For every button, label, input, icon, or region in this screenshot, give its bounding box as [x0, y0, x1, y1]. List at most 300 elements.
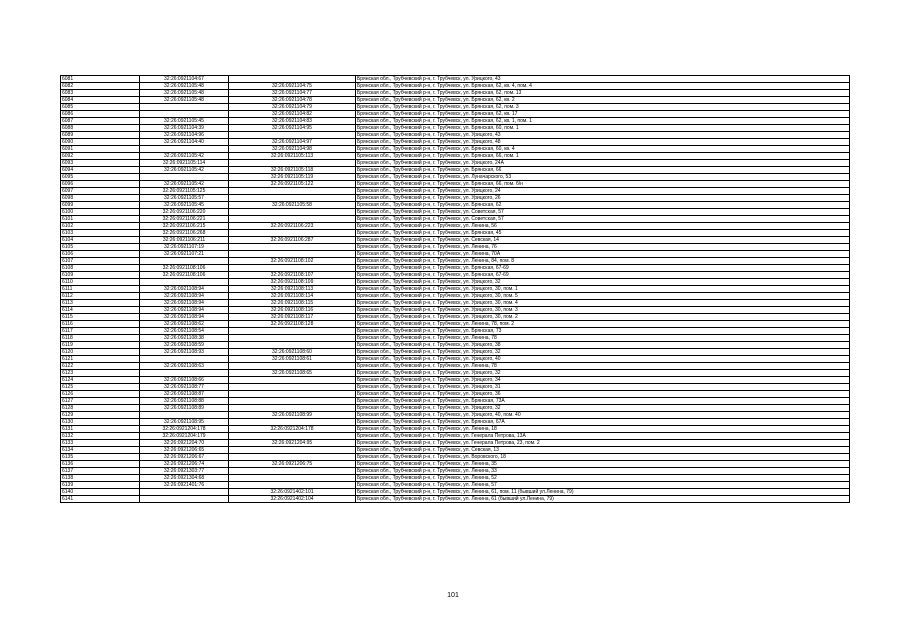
row-number-cell: 6107 [61, 258, 140, 265]
table-row [61, 482, 850, 489]
table-row [61, 461, 850, 468]
object-cadastral-number-cell: 32:26:0921108:114 [229, 293, 356, 300]
row-number-cell: 6111 [61, 286, 140, 293]
table-row [61, 146, 850, 153]
cadastral-number-cell [140, 489, 229, 496]
cadastral-number-cell: 32:26:0921108:66 [140, 377, 229, 384]
cadastral-number-cell [140, 258, 229, 265]
cadastral-number-cell: 32:26:0921108:87 [140, 391, 229, 398]
row-number-cell: 6103 [61, 230, 140, 237]
address-cell: Брянская обл., Трубчевский р-н, г. Трубчевск, ул. Брянская, 67А [356, 419, 850, 426]
cadastral-number-cell: 32:26:0921105:48 [140, 83, 229, 90]
table-row [61, 489, 850, 496]
object-cadastral-number-cell: 32:26:0921106:287 [229, 237, 356, 244]
table-row [61, 118, 850, 125]
cadastral-number-cell [140, 496, 229, 503]
object-cadastral-number-cell: 32:26:0921204:178 [229, 426, 356, 433]
row-number-cell: 6140 [61, 489, 140, 496]
row-number-cell: 6133 [61, 440, 140, 447]
table-row [61, 202, 850, 209]
object-cadastral-number-cell: 32:26:0921105:118 [229, 167, 356, 174]
cadastral-number-cell: 32:26:0921108:94 [140, 307, 229, 314]
row-number-cell: 6118 [61, 335, 140, 342]
address-cell: Брянская обл., Трубчевский р-н, г. Трубчевск, ул. Урицкого, 32 [356, 349, 850, 356]
row-number-cell: 6100 [61, 209, 140, 216]
table-row [61, 279, 850, 286]
table-row [61, 412, 850, 419]
table-row [61, 377, 850, 384]
address-cell: Брянская обл., Трубчевский р-н, г. Трубчевск, ул. Брянская, 73А [356, 398, 850, 405]
cadastral-number-cell: 32:26:0921105:48 [140, 90, 229, 97]
row-number-cell: 6141 [61, 496, 140, 503]
object-cadastral-number-cell: 32:26:0921108:115 [229, 300, 356, 307]
cadastral-number-cell: 32:26:0921105:114 [140, 160, 229, 167]
address-cell: Брянская обл., Трубчевский р-н, г. Трубчевск, ул. Брянская, 60, кв. 4 [356, 146, 850, 153]
row-number-cell: 6138 [61, 475, 140, 482]
object-cadastral-number-cell: 32:26:0921108:99 [229, 412, 356, 419]
table-row [61, 258, 850, 265]
address-cell: Брянская обл., Трубчевский р-н, г. Трубчевск, ул. Ленина, 84, пом. 8 [356, 258, 850, 265]
table-row [61, 370, 850, 377]
row-number-cell: 6120 [61, 349, 140, 356]
row-number-cell: 6109 [61, 272, 140, 279]
row-number-cell: 6110 [61, 279, 140, 286]
address-cell: Брянская обл., Трубчевский р-н, г. Трубчевск, ул. Урицкого, 48 [356, 139, 850, 146]
table-row [61, 433, 850, 440]
address-cell: Брянская обл., Трубчевский р-н, г. Трубчевск, ул. Урицкого, 31 [356, 384, 850, 391]
object-cadastral-number-cell: 32:26:0921104:79 [229, 104, 356, 111]
address-cell: Брянская обл., Трубчевский р-н, г. Трубчевск, ул. Луначарского, 53 [356, 174, 850, 181]
object-cadastral-number-cell [229, 342, 356, 349]
address-cell: Брянская обл., Трубчевский р-н, г. Трубчевск, ул. Ленина, 52 [356, 475, 850, 482]
object-cadastral-number-cell: 32:26:0921402:104 [229, 496, 356, 503]
object-cadastral-number-cell: 32:26:0921104:77 [229, 90, 356, 97]
object-cadastral-number-cell [229, 447, 356, 454]
row-number-cell: 6137 [61, 468, 140, 475]
address-cell: Брянская обл., Трубчевский р-н, г. Трубчевск, ул. Севская, 13 [356, 447, 850, 454]
object-cadastral-number-cell [229, 377, 356, 384]
table-row [61, 293, 850, 300]
row-number-cell: 6083 [61, 90, 140, 97]
table-row [61, 454, 850, 461]
table-row [61, 286, 850, 293]
table-row [61, 153, 850, 160]
cadastral-number-cell: 32:26:0921304:68 [140, 475, 229, 482]
cadastral-number-cell: 32:26:0921104:39 [140, 125, 229, 132]
address-cell: Брянская обл., Трубчевский р-н, г. Трубчевск, ул. Урицкого, 40 [356, 356, 850, 363]
row-number-cell: 6097 [61, 188, 140, 195]
address-cell: Брянская обл., Трубчевский р-н, г. Трубчевск, ул. Ленина, 56 [356, 223, 850, 230]
object-cadastral-number-cell: 32:26:0921106:223 [229, 223, 356, 230]
cadastral-number-cell: 32:26:0921204:179 [140, 433, 229, 440]
cadastral-number-cell: 32:26:0921105:42 [140, 167, 229, 174]
address-cell: Брянская обл., Трубчевский р-н, г. Трубчевск, ул. Брянская, 62, кв. 2 [356, 97, 850, 104]
table-row [61, 167, 850, 174]
table-row [61, 104, 850, 111]
object-cadastral-number-cell [229, 265, 356, 272]
cadastral-number-cell: 32:26:0921108:38 [140, 335, 229, 342]
row-number-cell: 6119 [61, 342, 140, 349]
row-number-cell: 6099 [61, 202, 140, 209]
row-number-cell: 6115 [61, 314, 140, 321]
registry-table [60, 75, 850, 503]
cadastral-number-cell: 32:26:0921108:54 [140, 328, 229, 335]
row-number-cell: 6091 [61, 146, 140, 153]
table-row [61, 419, 850, 426]
address-cell: Брянская обл., Трубчевский р-н, г. Трубчевск, ул. Ленина, 78, пом. 2 [356, 321, 850, 328]
table-row [61, 244, 850, 251]
table-row [61, 496, 850, 503]
row-number-cell: 6088 [61, 125, 140, 132]
address-cell: Брянская обл., Трубчевский р-н, г. Трубчевск, ул. Брянская, 62, кв. 17 [356, 111, 850, 118]
cadastral-number-cell: 32:26:0921108:94 [140, 300, 229, 307]
table-row [61, 90, 850, 97]
address-cell: Брянская обл., Трубчевский р-н, г. Трубчевск, ул. Урицкого, 36 [356, 391, 850, 398]
cadastral-number-cell: 32:26:0921105:48 [140, 97, 229, 104]
cadastral-number-cell [140, 412, 229, 419]
address-cell: Брянская обл., Трубчевский р-н, г. Трубчевск, ул. Ленина, 35 [356, 461, 850, 468]
table-row [61, 356, 850, 363]
table-row [61, 398, 850, 405]
table-row [61, 251, 850, 258]
address-cell: Брянская обл., Трубчевский р-н, г. Трубчевск, ул. Ленина, 57 [356, 482, 850, 489]
address-cell: Брянская обл., Трубчевский р-н, г. Трубчевск, ул. Ленина, 70А [356, 251, 850, 258]
address-cell: Брянская обл., Трубчевский р-н, г. Трубчевск, ул. Брянская, 66 [356, 167, 850, 174]
address-cell: Брянская обл., Трубчевский р-н, г. Трубчевск, ул. Ленина, 76 [356, 244, 850, 251]
object-cadastral-number-cell: 32:26:0921108:102 [229, 258, 356, 265]
row-number-cell: 6128 [61, 405, 140, 412]
address-cell: Брянская обл., Трубчевский р-н, г. Трубчевск, ул. Брянская, 66, пом. 1 [356, 153, 850, 160]
table-row [61, 83, 850, 90]
row-number-cell: 6132 [61, 433, 140, 440]
cadastral-number-cell: 32:26:0921107:21 [140, 251, 229, 258]
cadastral-number-cell: 32:26:0921108:63 [140, 363, 229, 370]
cadastral-number-cell: 32:26:0921108:94 [140, 314, 229, 321]
object-cadastral-number-cell: 32:26:0921108:107 [229, 272, 356, 279]
address-cell: Брянская обл., Трубчевский р-н, г. Трубчевск, ул. Советская, 57 [356, 216, 850, 223]
address-cell: Брянская обл., Трубчевский р-н, г. Трубчевск, ул. Брянская, 67-69 [356, 265, 850, 272]
cadastral-number-cell: 32:26:0921107:19 [140, 244, 229, 251]
object-cadastral-number-cell [229, 209, 356, 216]
object-cadastral-number-cell [229, 475, 356, 482]
object-cadastral-number-cell [229, 482, 356, 489]
row-number-cell: 6129 [61, 412, 140, 419]
address-cell: Брянская обл., Трубчевский р-н, г. Трубчевск, ул. Урицкого, 30, пом. 3 [356, 307, 850, 314]
object-cadastral-number-cell [229, 216, 356, 223]
object-cadastral-number-cell: 32:26:0921104:97 [229, 139, 356, 146]
table-row [61, 272, 850, 279]
object-cadastral-number-cell: 32:26:0921108:109 [229, 279, 356, 286]
object-cadastral-number-cell: 32:26:0921104:82 [229, 111, 356, 118]
row-number-cell: 6087 [61, 118, 140, 125]
row-number-cell: 6122 [61, 363, 140, 370]
address-cell: Брянская обл., Трубчевский р-н, г. Трубчевск, ул. Севская, 14 [356, 237, 850, 244]
address-cell: Брянская обл., Трубчевский р-н, г. Трубчевск, ул. Урицкого, 43 [356, 132, 850, 139]
cadastral-number-cell: 32:26:0921401:76 [140, 482, 229, 489]
address-cell: Брянская обл., Трубчевский р-н, г. Трубчевск, ул. Урицкого, 30, пом. 5 [356, 293, 850, 300]
object-cadastral-number-cell: 32:26:0921108:65 [229, 370, 356, 377]
row-number-cell: 6124 [61, 377, 140, 384]
cadastral-number-cell: 32:26:0921106:211 [140, 237, 229, 244]
table-row [61, 139, 850, 146]
object-cadastral-number-cell [229, 384, 356, 391]
address-cell: Брянская обл., Трубчевский р-н, г. Трубчевск, ул. Урицкого, 24 [356, 188, 850, 195]
cadastral-number-cell: 32:26:0921108:88 [140, 398, 229, 405]
table-row [61, 475, 850, 482]
address-cell: Брянская обл., Трубчевский р-н, г. Трубчевск, ул. Ленина, 18 [356, 426, 850, 433]
address-cell: Брянская обл., Трубчевский р-н, г. Трубчевск, ул. Брянская, 66, пом. б/н [356, 181, 850, 188]
table-row [61, 111, 850, 118]
cadastral-number-cell: 32:26:0921106:221 [140, 216, 229, 223]
row-number-cell: 6106 [61, 251, 140, 258]
cadastral-number-cell: 32:26:0921108:95 [140, 419, 229, 426]
table-row [61, 349, 850, 356]
address-cell: Брянская обл., Трубчевский р-н, г. Трубчевск, ул. Ленина, 61, пом. 11 (бывший ул.Ленина, 79) [356, 489, 850, 496]
cadastral-number-cell [140, 279, 229, 286]
row-number-cell: 6089 [61, 132, 140, 139]
cadastral-number-cell: 32:26:0921206:65 [140, 447, 229, 454]
cadastral-number-cell: 32:26:0921108:93 [140, 349, 229, 356]
object-cadastral-number-cell [229, 454, 356, 461]
address-cell: Брянская обл., Трубчевский р-н, г. Трубчевск, ул. Ленина, 33 [356, 468, 850, 475]
address-cell: Брянская обл., Трубчевский р-н, г. Трубчевск, ул. Генерала Петрова, 23, пом. 2 [356, 440, 850, 447]
address-cell: Брянская обл., Трубчевский р-н, г. Трубчевск, ул. Урицкого, 24А [356, 160, 850, 167]
cadastral-number-cell: 32:26:0921105:42 [140, 153, 229, 160]
row-number-cell: 6096 [61, 181, 140, 188]
address-cell: Брянская обл., Трубчевский р-н, г. Трубчевск, ул. Урицкого, 32 [356, 370, 850, 377]
cadastral-number-cell: 32:26:0921204:178 [140, 426, 229, 433]
row-number-cell: 6108 [61, 265, 140, 272]
cadastral-number-cell: 32:26:0921204:70 [140, 440, 229, 447]
table-row [61, 300, 850, 307]
cadastral-number-cell [140, 111, 229, 118]
table-row [61, 391, 850, 398]
object-cadastral-number-cell: 32:26:0921104:83 [229, 118, 356, 125]
address-cell: Брянская обл., Трубчевский р-н, г. Трубчевск, ул. Ленина, 61 (бывший ул.Ленина, 79) [356, 496, 850, 503]
row-number-cell: 6136 [61, 461, 140, 468]
address-cell: Брянская обл., Трубчевский р-н, г. Трубчевск, ул. Урицкого, 30, пом. 2 [356, 314, 850, 321]
row-number-cell: 6139 [61, 482, 140, 489]
object-cadastral-number-cell [229, 328, 356, 335]
object-cadastral-number-cell: 32:26:0921108:116 [229, 307, 356, 314]
object-cadastral-number-cell: 32:26:0921104:98 [229, 146, 356, 153]
address-cell: Брянская обл., Трубчевский р-н, г. Трубчевск, ул. Генерала Петрова, 13А [356, 433, 850, 440]
address-cell: Брянская обл., Трубчевский р-н, г. Трубчевск, ул. Брянская, 45 [356, 230, 850, 237]
address-cell: Брянская обл., Трубчевский р-н, г. Трубчевск, ул. Брянская, 62, пом. 3 [356, 104, 850, 111]
table-row [61, 160, 850, 167]
row-number-cell: 6086 [61, 111, 140, 118]
table-row [61, 468, 850, 475]
object-cadastral-number-cell [229, 391, 356, 398]
address-cell: Брянская обл., Трубчевский р-н, г. Трубчевск, ул. Воровского, 18 [356, 454, 850, 461]
object-cadastral-number-cell: 32:26:0921206:75 [229, 461, 356, 468]
row-number-cell: 6092 [61, 153, 140, 160]
row-number-cell: 6116 [61, 321, 140, 328]
table-row [61, 265, 850, 272]
table-body [61, 76, 850, 503]
object-cadastral-number-cell [229, 230, 356, 237]
cadastral-number-cell [140, 146, 229, 153]
object-cadastral-number-cell: 32:26:0921402:101 [229, 489, 356, 496]
address-cell: Брянская обл., Трубчевский р-н, г. Трубчевск, ул. Урицкого, 43 [356, 76, 850, 83]
cadastral-number-cell [140, 356, 229, 363]
address-cell: Брянская обл., Трубчевский р-н, г. Трубчевск, ул. Урицкого, 30, пом. 1 [356, 286, 850, 293]
object-cadastral-number-cell [229, 251, 356, 258]
table-row [61, 125, 850, 132]
row-number-cell: 6123 [61, 370, 140, 377]
row-number-cell: 6081 [61, 76, 140, 83]
cadastral-number-cell [140, 174, 229, 181]
row-number-cell: 6113 [61, 300, 140, 307]
cadastral-number-cell: 32:26:0921206:74 [140, 461, 229, 468]
object-cadastral-number-cell [229, 335, 356, 342]
address-cell: Брянская обл., Трубчевский р-н, г. Трубчевск, ул. Урицкого, 32 [356, 279, 850, 286]
cadastral-number-cell: 32:26:0921108:94 [140, 293, 229, 300]
row-number-cell: 6127 [61, 398, 140, 405]
cadastral-number-cell: 32:26:0921108:59 [140, 342, 229, 349]
row-number-cell: 6126 [61, 391, 140, 398]
row-number-cell: 6094 [61, 167, 140, 174]
table-row [61, 230, 850, 237]
object-cadastral-number-cell: 32:26:0921108:113 [229, 286, 356, 293]
row-number-cell: 6098 [61, 195, 140, 202]
cadastral-number-cell: 32:26:0921104:40 [140, 139, 229, 146]
table-row [61, 216, 850, 223]
object-cadastral-number-cell: 32:26:0921105:119 [229, 174, 356, 181]
object-cadastral-number-cell: 32:26:0921104:75 [229, 83, 356, 90]
table-row [61, 314, 850, 321]
address-cell: Брянская обл., Трубчевский р-н, г. Трубчевск, ул. Брянская, 67-69 [356, 272, 850, 279]
table-row [61, 363, 850, 370]
cadastral-number-cell [140, 370, 229, 377]
object-cadastral-number-cell [229, 76, 356, 83]
table-row [61, 321, 850, 328]
table-row [61, 405, 850, 412]
table-row [61, 342, 850, 349]
address-cell: Брянская обл., Трубчевский р-н, г. Трубчевск, ул. Советская, 57 [356, 209, 850, 216]
table-row [61, 188, 850, 195]
table-row [61, 335, 850, 342]
object-cadastral-number-cell: 32:26:0921204:95 [229, 440, 356, 447]
cadastral-number-cell: 32:26:0921105:42 [140, 181, 229, 188]
cadastral-number-cell: 32:26:0921104:96 [140, 132, 229, 139]
cadastral-number-cell: 32:26:0921206:67 [140, 454, 229, 461]
table-row [61, 223, 850, 230]
table-row [61, 132, 850, 139]
address-cell: Брянская обл., Трубчевский р-н, г. Трубчевск, ул. Брянская, 60, пом. 1 [356, 125, 850, 132]
table-row [61, 426, 850, 433]
object-cadastral-number-cell [229, 363, 356, 370]
cadastral-number-cell [140, 104, 229, 111]
row-number-cell: 6114 [61, 307, 140, 314]
address-cell: Брянская обл., Трубчевский р-н, г. Трубчевск, ул. Ленина, 78 [356, 363, 850, 370]
table-row [61, 447, 850, 454]
address-cell: Брянская обл., Трубчевский р-н, г. Трубчевск, ул. Брянская, 62, пом. 13 [356, 90, 850, 97]
cadastral-number-cell: 32:26:0921106:268 [140, 230, 229, 237]
cadastral-number-cell: 32:26:0921108:94 [140, 286, 229, 293]
table-row [61, 328, 850, 335]
table-row [61, 174, 850, 181]
table-row [61, 76, 850, 83]
object-cadastral-number-cell [229, 160, 356, 167]
row-number-cell: 6134 [61, 447, 140, 454]
object-cadastral-number-cell: 32:26:0921104:95 [229, 125, 356, 132]
table-row [61, 97, 850, 104]
cadastral-number-cell: 32:26:0921104:67 [140, 76, 229, 83]
table-row [61, 195, 850, 202]
row-number-cell: 6090 [61, 139, 140, 146]
address-cell: Брянская обл., Трубчевский р-н, г. Трубчевск, ул. Брянская, 62 [356, 202, 850, 209]
address-cell: Брянская обл., Трубчевский р-н, г. Трубчевск, ул. Урицкого, 26 [356, 195, 850, 202]
row-number-cell: 6135 [61, 454, 140, 461]
address-cell: Брянская обл., Трубчевский р-н, г. Трубчевск, ул. Ленина, 78 [356, 335, 850, 342]
table-row [61, 384, 850, 391]
address-cell: Брянская обл., Трубчевский р-н, г. Трубчевск, ул. Брянская, 62, кв. 4, пом. 4 [356, 83, 850, 90]
cadastral-number-cell: 32:26:0921105:45 [140, 118, 229, 125]
row-number-cell: 6121 [61, 356, 140, 363]
cadastral-number-cell: 32:26:0921108:62 [140, 321, 229, 328]
row-number-cell: 6112 [61, 293, 140, 300]
address-cell: Брянская обл., Трубчевский р-н, г. Трубчевск, ул. Урицкого, 40, пом. 40 [356, 412, 850, 419]
cadastral-number-cell: 32:26:0921108:89 [140, 405, 229, 412]
object-cadastral-number-cell: 32:26:0921108:128 [229, 321, 356, 328]
row-number-cell: 6082 [61, 83, 140, 90]
object-cadastral-number-cell: 32:26:0921105:113 [229, 153, 356, 160]
object-cadastral-number-cell: 32:26:0921108:61 [229, 356, 356, 363]
object-cadastral-number-cell [229, 419, 356, 426]
row-number-cell: 6085 [61, 104, 140, 111]
cadastral-number-cell: 32:26:0921105:45 [140, 202, 229, 209]
cadastral-number-cell: 32:26:0921108:77 [140, 384, 229, 391]
object-cadastral-number-cell [229, 433, 356, 440]
address-cell: Брянская обл., Трубчевский р-н, г. Трубчевск, ул. Урицкого, 32 [356, 405, 850, 412]
object-cadastral-number-cell: 32:26:0921108:117 [229, 314, 356, 321]
row-number-cell: 6105 [61, 244, 140, 251]
row-number-cell: 6104 [61, 237, 140, 244]
row-number-cell: 6101 [61, 216, 140, 223]
cadastral-number-cell: 32:26:0921105:125 [140, 188, 229, 195]
page-number: 101 [447, 592, 459, 599]
table-row [61, 209, 850, 216]
object-cadastral-number-cell [229, 132, 356, 139]
cadastral-number-cell: 32:26:0921108:106 [140, 272, 229, 279]
object-cadastral-number-cell [229, 405, 356, 412]
row-number-cell: 6117 [61, 328, 140, 335]
address-cell: Брянская обл., Трубчевский р-н, г. Трубчевск, ул. Брянская, 62, кв. 1, пом. 1 [356, 118, 850, 125]
address-cell: Брянская обл., Трубчевский р-н, г. Трубчевск, ул. Урицкого, 30, пом. 4 [356, 300, 850, 307]
row-number-cell: 6095 [61, 174, 140, 181]
object-cadastral-number-cell [229, 188, 356, 195]
object-cadastral-number-cell [229, 195, 356, 202]
cadastral-number-cell: 32:26:0921108:106 [140, 265, 229, 272]
table-row [61, 440, 850, 447]
address-cell: Брянская обл., Трубчевский р-н, г. Трубчевск, ул. Урицкого, 34 [356, 377, 850, 384]
object-cadastral-number-cell [229, 398, 356, 405]
address-cell: Брянская обл., Трубчевский р-н, г. Трубчевск, ул. Брянская, 73 [356, 328, 850, 335]
row-number-cell: 6130 [61, 419, 140, 426]
row-number-cell: 6084 [61, 97, 140, 104]
cadastral-number-cell: 32:26:0921105:57 [140, 195, 229, 202]
object-cadastral-number-cell [229, 244, 356, 251]
cadastral-number-cell: 32:26:0921106:215 [140, 223, 229, 230]
table-row [61, 307, 850, 314]
cadastral-number-cell: 32:26:0921303:77 [140, 468, 229, 475]
object-cadastral-number-cell [229, 468, 356, 475]
table-row [61, 181, 850, 188]
row-number-cell: 6093 [61, 160, 140, 167]
object-cadastral-number-cell: 32:26:0921105:122 [229, 181, 356, 188]
cadastral-number-cell: 32:26:0921106:220 [140, 209, 229, 216]
